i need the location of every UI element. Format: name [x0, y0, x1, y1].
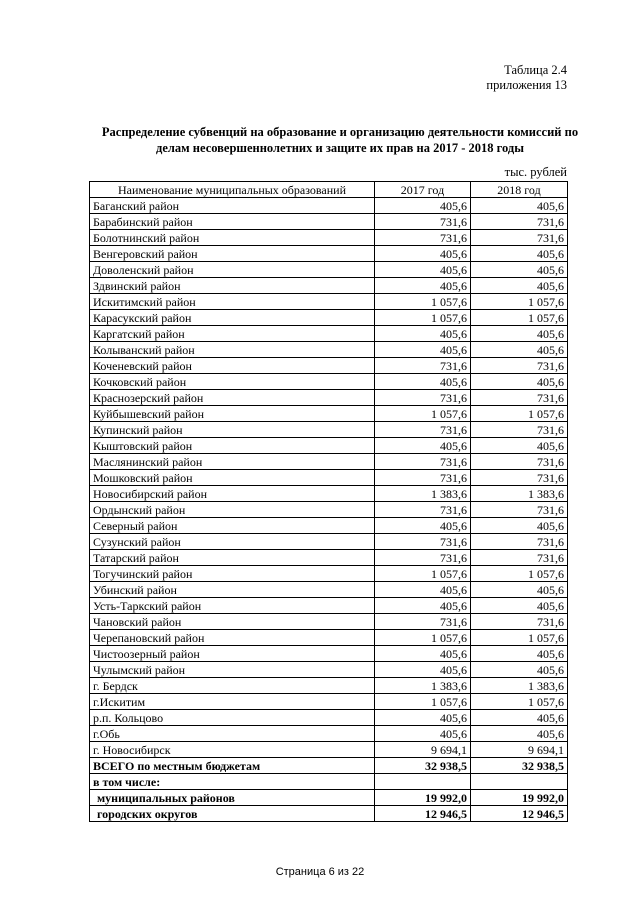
cell-2017: 19 992,0 — [375, 790, 471, 806]
table-row — [90, 502, 568, 518]
cell-2018: 405,6 — [471, 438, 568, 454]
table-row — [90, 646, 568, 662]
cell-municipality: Доволенский район — [90, 262, 375, 278]
cell-municipality: Маслянинский район — [90, 454, 375, 470]
table-row-including — [90, 774, 568, 790]
table-row — [90, 758, 568, 774]
cell-2018: 405,6 — [471, 374, 568, 390]
cell-municipality: Северный район — [90, 518, 375, 534]
table-row — [90, 710, 568, 726]
cell-2017: 405,6 — [375, 374, 471, 390]
cell-municipality: Кыштовский район — [90, 438, 375, 454]
cell-2017: 405,6 — [375, 646, 471, 662]
cell-municipality: Новосибирский район — [90, 486, 375, 502]
table-row — [90, 278, 568, 294]
cell-2018: 731,6 — [471, 358, 568, 374]
cell-municipality: Чулымский район — [90, 662, 375, 678]
cell-2018: 731,6 — [471, 550, 568, 566]
title-line-2: делам несовершеннолетних и защите их прав на 2017 - 2018 годы — [156, 141, 524, 155]
table-row — [90, 246, 568, 262]
cell-municipality: Болотнинский район — [90, 230, 375, 246]
title-line-1: Распределение субвенций на образование и организацию деятельности комиссий по — [101, 125, 579, 139]
cell-2018: 405,6 — [471, 662, 568, 678]
cell-2017: 405,6 — [375, 582, 471, 598]
cell-municipality: Здвинский район — [90, 278, 375, 294]
cell-municipality: Чистоозерный район — [90, 646, 375, 662]
table-row — [90, 198, 568, 214]
cell-municipality: Карасукский район — [90, 310, 375, 326]
cell-2018: 731,6 — [471, 614, 568, 630]
cell-2017: 12 946,5 — [375, 806, 471, 822]
cell-2017: 405,6 — [375, 326, 471, 342]
cell-municipality: Кочковский район — [90, 374, 375, 390]
unit-label: тыс. рублей — [504, 165, 567, 179]
table-row — [90, 550, 568, 566]
cell-2018: 1 057,6 — [471, 406, 568, 422]
cell-2018: 405,6 — [471, 582, 568, 598]
cell-municipality: Баганский район — [90, 198, 375, 214]
cell-2018: 405,6 — [471, 278, 568, 294]
cell-2018: 405,6 — [471, 710, 568, 726]
cell-municipality: г.Обь — [90, 726, 375, 742]
appendix-reference — [486, 63, 567, 93]
cell-2017: 1 383,6 — [375, 486, 471, 502]
cell-municipality: г.Искитим — [90, 694, 375, 710]
table-row — [90, 374, 568, 390]
cell-municipality: Сузунский район — [90, 534, 375, 550]
cell-2017: 1 057,6 — [375, 694, 471, 710]
cell-2018: 405,6 — [471, 198, 568, 214]
subventions-table — [89, 181, 568, 822]
empty-cell — [471, 774, 568, 790]
appendix-number-label: приложения 13 — [486, 78, 567, 92]
table-row — [90, 422, 568, 438]
cell-2018: 731,6 — [471, 214, 568, 230]
table-number-label: Таблица 2.4 — [504, 63, 567, 77]
cell-2018: 32 938,5 — [471, 758, 568, 774]
cell-2018: 731,6 — [471, 230, 568, 246]
cell-2017: 1 057,6 — [375, 406, 471, 422]
table-row — [90, 406, 568, 422]
cell-2018: 1 383,6 — [471, 678, 568, 694]
cell-municipality: г. Бердск — [90, 678, 375, 694]
cell-2017: 405,6 — [375, 598, 471, 614]
table-row — [90, 742, 568, 758]
column-header-municipality: Наименование муниципальных образований — [90, 182, 375, 198]
cell-municipality: Искитимский район — [90, 294, 375, 310]
table-row — [90, 326, 568, 342]
cell-2017: 1 383,6 — [375, 678, 471, 694]
cell-2017: 731,6 — [375, 230, 471, 246]
table-row — [90, 294, 568, 310]
cell-2018: 405,6 — [471, 518, 568, 534]
table-row — [90, 390, 568, 406]
cell-municipality: Татарский район — [90, 550, 375, 566]
table-row — [90, 630, 568, 646]
cell-2018: 1 057,6 — [471, 566, 568, 582]
cell-2017: 1 057,6 — [375, 630, 471, 646]
cell-2017: 731,6 — [375, 454, 471, 470]
cell-municipality: Чановский район — [90, 614, 375, 630]
cell-2017: 1 057,6 — [375, 310, 471, 326]
table-row — [90, 310, 568, 326]
table-row — [90, 486, 568, 502]
cell-2018: 405,6 — [471, 246, 568, 262]
cell-2017: 405,6 — [375, 438, 471, 454]
page-number: Страница 6 из 22 — [275, 866, 365, 878]
cell-2018: 1 057,6 — [471, 310, 568, 326]
cell-2017: 9 694,1 — [375, 742, 471, 758]
table-row — [90, 662, 568, 678]
document-title — [60, 124, 620, 156]
cell-2018: 1 383,6 — [471, 486, 568, 502]
cell-2018: 405,6 — [471, 326, 568, 342]
cell-2018: 731,6 — [471, 390, 568, 406]
table-row — [90, 598, 568, 614]
cell-2018: 1 057,6 — [471, 630, 568, 646]
cell-2017: 405,6 — [375, 726, 471, 742]
cell-2018: 19 992,0 — [471, 790, 568, 806]
table-row — [90, 614, 568, 630]
table-row — [90, 214, 568, 230]
cell-2018: 405,6 — [471, 646, 568, 662]
cell-municipality: Убинский район — [90, 582, 375, 598]
cell-2017: 405,6 — [375, 342, 471, 358]
table-row — [90, 566, 568, 582]
cell-2018: 731,6 — [471, 422, 568, 438]
cell-municipality: ВСЕГО по местным бюджетам — [90, 758, 375, 774]
column-header-2017: 2017 год — [375, 182, 471, 198]
cell-municipality: Ордынский район — [90, 502, 375, 518]
cell-municipality: Усть-Таркский район — [90, 598, 375, 614]
cell-2017: 731,6 — [375, 534, 471, 550]
cell-municipality: р.п. Кольцово — [90, 710, 375, 726]
empty-cell — [375, 774, 471, 790]
cell-2017: 731,6 — [375, 550, 471, 566]
cell-municipality: Колыванский район — [90, 342, 375, 358]
cell-municipality: Мошковский район — [90, 470, 375, 486]
table-row — [90, 470, 568, 486]
table-row — [90, 678, 568, 694]
cell-2017: 405,6 — [375, 198, 471, 214]
table-row — [90, 694, 568, 710]
cell-municipality: Краснозерский район — [90, 390, 375, 406]
cell-2017: 731,6 — [375, 422, 471, 438]
cell-municipality: Коченевский район — [90, 358, 375, 374]
cell-2017: 405,6 — [375, 262, 471, 278]
cell-2018: 405,6 — [471, 342, 568, 358]
cell-2017: 731,6 — [375, 390, 471, 406]
table-row — [90, 342, 568, 358]
cell-2017: 405,6 — [375, 518, 471, 534]
cell-2018: 731,6 — [471, 454, 568, 470]
table-row — [90, 230, 568, 246]
cell-municipality: Тогучинский район — [90, 566, 375, 582]
cell-municipality: Купинский район — [90, 422, 375, 438]
table-row — [90, 790, 568, 806]
cell-municipality: Черепановский район — [90, 630, 375, 646]
cell-municipality: Куйбышевский район — [90, 406, 375, 422]
table-header-row — [90, 182, 568, 198]
cell-municipality: муниципальных районов — [90, 790, 375, 806]
cell-2017: 731,6 — [375, 214, 471, 230]
cell-2017: 405,6 — [375, 246, 471, 262]
table-row — [90, 582, 568, 598]
cell-2018: 731,6 — [471, 534, 568, 550]
cell-municipality: Каргатский район — [90, 326, 375, 342]
cell-2018: 405,6 — [471, 726, 568, 742]
cell-2018: 9 694,1 — [471, 742, 568, 758]
cell-2018: 405,6 — [471, 598, 568, 614]
table-row — [90, 358, 568, 374]
cell-2018: 405,6 — [471, 262, 568, 278]
cell-2017: 731,6 — [375, 614, 471, 630]
cell-municipality: Барабинский район — [90, 214, 375, 230]
cell-2018: 12 946,5 — [471, 806, 568, 822]
table-row — [90, 806, 568, 822]
cell-2018: 731,6 — [471, 502, 568, 518]
table-row — [90, 438, 568, 454]
cell-2018: 1 057,6 — [471, 294, 568, 310]
column-header-2018: 2018 год — [471, 182, 568, 198]
cell-2017: 405,6 — [375, 710, 471, 726]
including-label: в том числе: — [90, 774, 375, 790]
cell-2018: 1 057,6 — [471, 694, 568, 710]
cell-2017: 731,6 — [375, 358, 471, 374]
cell-2017: 405,6 — [375, 278, 471, 294]
table-row — [90, 262, 568, 278]
table-row — [90, 534, 568, 550]
cell-2017: 405,6 — [375, 662, 471, 678]
cell-2018: 731,6 — [471, 470, 568, 486]
table-row — [90, 518, 568, 534]
cell-2017: 731,6 — [375, 502, 471, 518]
cell-municipality: городских округов — [90, 806, 375, 822]
cell-2017: 731,6 — [375, 470, 471, 486]
table-row — [90, 726, 568, 742]
cell-2017: 32 938,5 — [375, 758, 471, 774]
cell-municipality: г. Новосибирск — [90, 742, 375, 758]
cell-2017: 1 057,6 — [375, 566, 471, 582]
cell-municipality: Венгеровский район — [90, 246, 375, 262]
cell-2017: 1 057,6 — [375, 294, 471, 310]
table-row — [90, 454, 568, 470]
